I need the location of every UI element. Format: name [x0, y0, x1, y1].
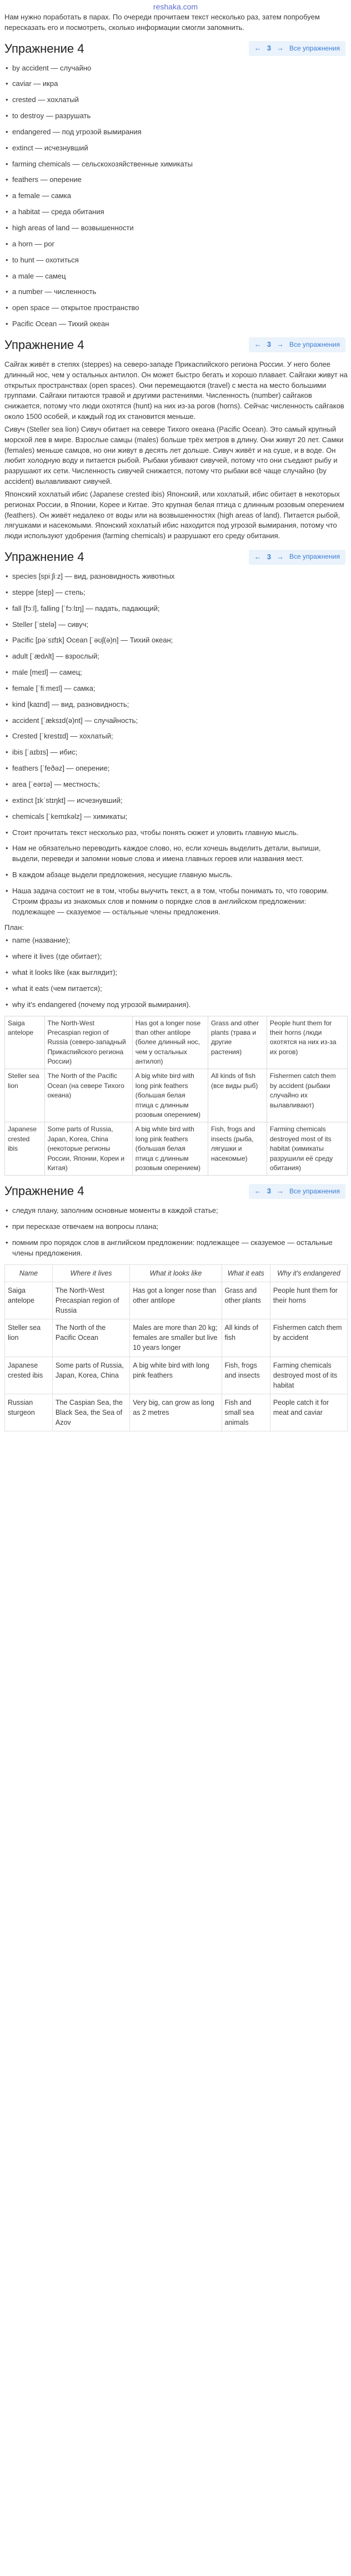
list-item: • steppe [step] — степь; [4, 588, 348, 598]
list-item: • crested — хохлатый [4, 95, 348, 105]
table-cell: A big white bird with long pink feathers (большая белая птица с длинным розовым оперением) [132, 1069, 208, 1122]
list-item: • extinct — исчезнувший [4, 143, 348, 154]
list-item: • species [spiːʃiːz] — вид, разновидность животных [4, 571, 348, 582]
list-item: • следуя плану, заполним основные моменты в каждой статье; [4, 1206, 348, 1216]
list-item: • Crested [ˈkrestɪd] — хохлатый; [4, 731, 348, 742]
next-arrow-icon[interactable]: → [276, 44, 284, 53]
table-cell: Has got a longer nose than other antilope [130, 1282, 222, 1319]
table-row [5, 1282, 348, 1319]
list-item: • fall [fɔːl], falling [ˈfɔːlɪŋ] — падать, падающий; [4, 604, 348, 614]
list-item: • area [ˈeərɪə] — местность; [4, 780, 348, 790]
exercise-number: 3 [267, 1186, 271, 1195]
list-item: • by accident — случайно [4, 63, 348, 74]
list-item: • Pacific Ocean — Тихий океан [4, 319, 348, 330]
list-item: • a habitat — среда обитания [4, 207, 348, 217]
table-cell: Fishermen catch them by accident (рыбаки случайно их вылавливают) [267, 1069, 347, 1122]
paragraph: Японский хохлатый ибис (Japanese crested ibis) Японский, или хохлатый, ибис обитает в некоторых регионах России, в Японии, Корее и Китае. Это крупная белая птица с длинным розовым оперением (feathers). Он живёт недалеко от воды или на возвышенностях (high areas of land). Питается рыбой, лягушками и насекомыми. Японский хохлатый ибис находится под угрозой вымирания, потому что люди используют удобрения (farming chemicals) и разрушают его среду обитания. [4, 489, 344, 540]
table-row [5, 1319, 348, 1357]
list-item: • adult [ˈædʌlt] — взрослый; [4, 651, 348, 662]
table-cell: People hunt them for their horns (люди охотятся на них из-за их рогов) [267, 1016, 347, 1069]
table-cell: A big white bird with long pink feathers (большая белая птица с длинным розовым оперением) [132, 1122, 208, 1176]
table-row [5, 1069, 348, 1122]
list-item: • extinct [ɪkˈstɪŋkt] — исчезнувший; [4, 796, 348, 806]
vocab-list-2 [4, 571, 348, 917]
table-cell: The North-West Precaspian region of Russia (северо-западный Прикаспийского региона России) [44, 1016, 132, 1069]
list-item: • Нам не обязательно переводить каждое слово, но, если хочешь выделить детали, выпиши, выдели, переведи и запомни новые слова и имена главных героев или названия мест. [4, 843, 348, 864]
vocab-list-1 [4, 63, 348, 330]
next-arrow-icon[interactable]: → [276, 552, 284, 561]
exercise-nav[interactable] [249, 550, 345, 565]
exercise-number: 3 [267, 552, 271, 561]
list-item: • why it's endangered (почему под угрозой вымирания). [4, 1000, 348, 1010]
list-item: • Steller [ˈstelə] — сивуч; [4, 620, 348, 630]
list-item: • caviar — икра [4, 79, 348, 89]
table-cell: Saiga antelope [5, 1016, 45, 1069]
table-row [5, 1357, 348, 1394]
prev-arrow-icon[interactable]: ← [254, 1186, 262, 1195]
paragraph: Сивуч (Steller sea lion) Сивуч обитает на севере Тихого океана (Pacific Ocean). Это самый крупный морской лев в мире. Взрослые самцы (males) больше трёх метров в длину. Они живут 20 лет. Самки (females) меньше самцов, но они живут в десять лет дольше. Сивуч живёт и на суше, и в воде. Он любит холодную воду и питается рыбой. Рыбаки убивают сивучей, потому что они съедают рыбу и разрушают их сети. Численность сивучей снижается, потому что рыбаки всё чаще случайно (by accident) вылавливают сивучей. [4, 424, 344, 486]
table-cell: Very big, can grow as long as 2 metres [130, 1394, 222, 1431]
table-cell: Has got a longer nose than other antilope (более длинный нос, чем у остальных антилоп) [132, 1016, 208, 1069]
table-header-cell: What it looks like [130, 1264, 222, 1282]
table-cell: Japanese crested ibis [5, 1357, 53, 1394]
prev-arrow-icon[interactable]: ← [254, 340, 262, 349]
list-item: • open space — открытое пространство [4, 303, 348, 313]
table-cell: All kinds of fish (все виды рыб) [208, 1069, 267, 1122]
list-item: • farming chemicals — сельскохозяйственные химикаты [4, 159, 348, 170]
list-item: • В каждом абзаце выдели предложения, несущие главную мысль. [4, 870, 348, 880]
table-cell: Farming chemicals destroyed most of its habitat (химикаты разрушили её среду обитания) [267, 1122, 347, 1176]
table-cell: Fish and small sea animals [222, 1394, 270, 1431]
plan-label: План: [4, 923, 24, 932]
table-cell: Grass and other plants [222, 1282, 270, 1319]
list-item: • to hunt — охотиться [4, 255, 348, 266]
list-item: • a male — самец [4, 271, 348, 282]
all-exercises-link[interactable]: Все упражнения [289, 341, 340, 349]
list-item: • high areas of land — возвышенности [4, 223, 348, 234]
instructions-list [4, 1206, 348, 1258]
list-item: • при пересказе отвечаем на вопросы плана; [4, 1222, 348, 1232]
list-item: • a number — численность [4, 287, 348, 297]
table-cell: Fishermen catch them by accident [270, 1319, 347, 1357]
table-cell: People hunt them for their horns [270, 1282, 347, 1319]
table-header-cell: Why it's endangered [270, 1264, 347, 1282]
table-cell: Some parts of Russia, Japan, Korea, China [52, 1357, 129, 1394]
list-item: • where it lives (где обитает); [4, 952, 348, 962]
table-cell: Some parts of Russia, Japan, Korea, China (некоторые регионы России, Японии, Кореи и Китая) [44, 1122, 132, 1176]
list-item: • to destroy — разрушать [4, 111, 348, 122]
table-cell: Japanese crested ibis [5, 1122, 45, 1176]
all-exercises-link[interactable]: Все упражнения [289, 44, 340, 52]
list-item: • male [meɪl] — самец; [4, 667, 348, 678]
table-cell: Steller sea lion [5, 1319, 53, 1357]
table-cell: Fish, frogs and insects (рыба, лягушки и насекомые) [208, 1122, 267, 1176]
list-item: • female [ˈfiːmeɪl] — самка; [4, 684, 348, 694]
table-en [4, 1264, 348, 1432]
table-cell: Russian sturgeon [5, 1394, 53, 1431]
exercise-number: 3 [267, 340, 271, 349]
list-item: • a female — самка [4, 191, 348, 201]
table-header-cell: What it eats [222, 1264, 270, 1282]
table-cell: Saiga antelope [5, 1282, 53, 1319]
exercise-nav[interactable] [249, 1184, 345, 1199]
list-item: • what it eats (чем питается); [4, 984, 348, 994]
list-item: • Pacific [pəˈsɪfɪk] Ocean [ˈəʊʃ(ə)n] — Тихий океан; [4, 635, 348, 646]
table-cell: The North-West Precaspian region of Russia [52, 1282, 129, 1319]
exercise-nav[interactable] [249, 41, 345, 56]
list-item: • chemicals [ˈkemɪkəlz] — химикаты; [4, 812, 348, 822]
paragraph: Сайгак живёт в степях (steppes) на северо-западе Прикаспийского региона России. У него более длинный нос, чем у остальных антилоп. Он может быстро бегать и хорошо плавает. Сайгаки живут на открытых пространствах (open spaces). Они перемещаются (travel) с места на место большими группами. Сайгаки питаются травой и другими растениями. Численность (number) сайгаков снижается, потому что люди охотятся (hunt) на них из-за рогов (horns). Сейчас численность сайгаков около 1500 особей, и каждый год их становится меньше. [4, 360, 348, 421]
exercise-title: Упражнение 4 [4, 1184, 84, 1198]
exercise-header [4, 40, 348, 58]
list-item: • Наша задача состоит не в том, чтобы выучить текст, а в том, чтобы понимать то, что говорим. Строим фразы из знакомых слов и помним о порядке слов в английском предложении: подлежащее — сказуемое — остальные члены предложения. [4, 886, 348, 918]
next-arrow-icon[interactable]: → [276, 1186, 284, 1195]
table-ru [4, 1016, 348, 1176]
table-cell: Steller sea lion [5, 1069, 45, 1122]
list-item: • Стоит прочитать текст несколько раз, чтобы понять сюжет и уловить главную мысль. [4, 828, 348, 838]
prev-arrow-icon[interactable]: ← [254, 552, 262, 561]
table-cell: Grass and other plants (трава и другие растения) [208, 1016, 267, 1069]
prev-arrow-icon[interactable]: ← [254, 44, 262, 53]
exercise-header [4, 336, 348, 354]
table-cell: People catch it for meat and caviar [270, 1394, 347, 1431]
table-header-cell: Name [5, 1264, 53, 1282]
exercise-title: Упражнение 4 [4, 337, 84, 352]
table-cell: The Caspian Sea, the Black Sea, the Sea of Azov [52, 1394, 129, 1431]
table-header-cell: Where it lives [52, 1264, 129, 1282]
all-exercises-link[interactable]: Все упражнения [289, 553, 340, 561]
all-exercises-link[interactable]: Все упражнения [289, 1187, 340, 1195]
site-url[interactable]: reshaka.com [153, 2, 198, 11]
table-cell: A big white bird with long pink feathers [130, 1357, 222, 1394]
list-item: • a horn — рог [4, 239, 348, 250]
list-item: • name (название); [4, 935, 348, 946]
plan-list [4, 935, 348, 1010]
table-cell: All kinds of fish [222, 1319, 270, 1357]
list-item: • kind [kaɪnd] — вид, разновидность; [4, 700, 348, 710]
table-cell: The North of the Pacific Ocean [52, 1319, 129, 1357]
exercise-header [4, 1182, 348, 1200]
table-cell: Males are more than 20 kg; females are smaller but live 10 years longer [130, 1319, 222, 1357]
list-item: • ibis [ˈaɪbɪs] — ибис; [4, 747, 348, 758]
table-row [5, 1016, 348, 1069]
intro-text: Нам нужно поработать в парах. По очереди прочитаем текст несколько раз, затем попробуем пересказать его и посмотреть, сколько информации смогли запомнить. [4, 13, 320, 32]
next-arrow-icon[interactable]: → [276, 340, 284, 349]
table-header-row [5, 1264, 348, 1282]
list-item: • feathers — оперение [4, 175, 348, 185]
table-row [5, 1394, 348, 1431]
exercise-title: Упражнение 4 [4, 550, 84, 564]
list-item: • what it looks like (как выглядит); [4, 968, 348, 978]
list-item: • endangered — под угрозой вымирания [4, 127, 348, 138]
page-content [0, 12, 351, 1431]
exercise-header [4, 548, 348, 566]
exercise-nav[interactable] [249, 337, 345, 352]
list-item: • accident [ˈæksɪd(ə)nt] — случайность; [4, 716, 348, 726]
table-cell: Farming chemicals destroyed most of its habitat [270, 1357, 347, 1394]
exercise-title: Упражнение 4 [4, 41, 84, 55]
table-row [5, 1122, 348, 1176]
table-cell: Fish, frogs and insects [222, 1357, 270, 1394]
list-item: • feathers [ˈfeðəz] — оперение; [4, 763, 348, 774]
exercise-number: 3 [267, 44, 271, 53]
list-item: • помним про порядок слов в английском предложении: подлежащее — сказуемое — остальные члены предложения. [4, 1238, 348, 1259]
table-cell: The North of the Pacific Ocean (на севере Тихого океана) [44, 1069, 132, 1122]
